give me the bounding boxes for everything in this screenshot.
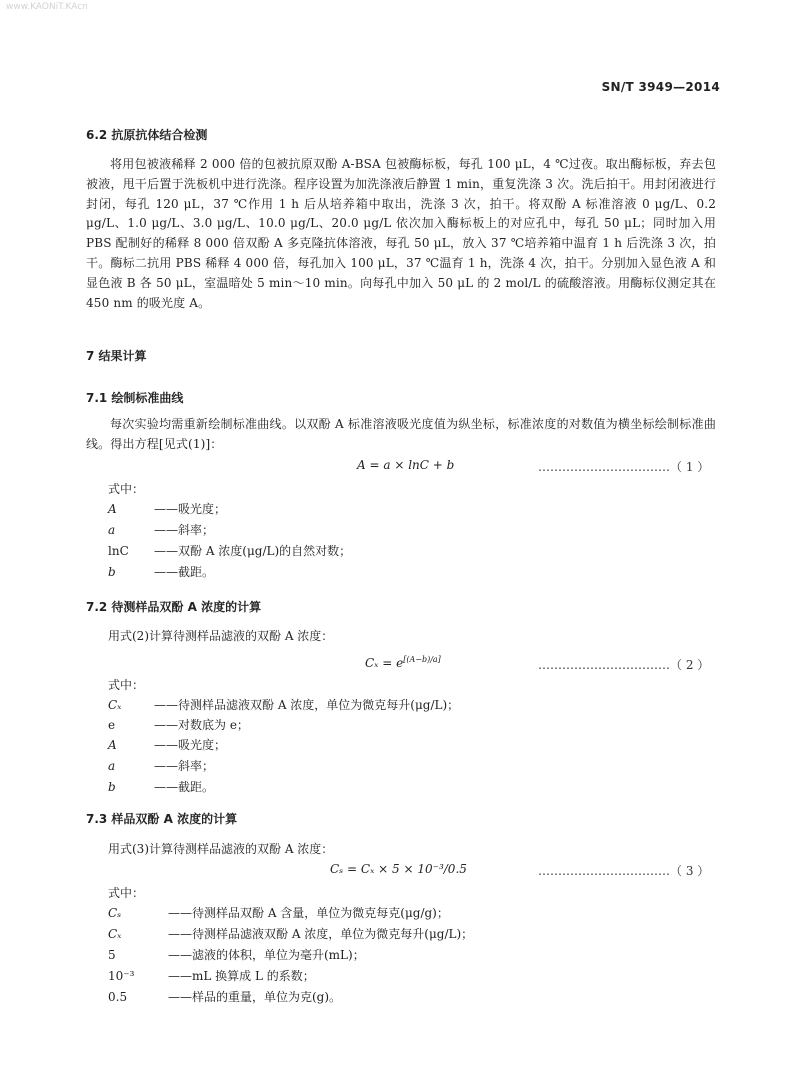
term-row [108,696,459,715]
term-row [108,778,214,797]
term-row [108,736,226,755]
term-row [108,946,365,965]
term-row [108,925,473,944]
section-7-title: 7 结果计算 [86,349,147,363]
term-description: ——截距。 [154,565,215,579]
section-6-2-body: 将用包被液稀释 2 000 倍的包被抗原双酚 A-BSA 包被酶标板，每孔 100 μL，4 ℃过夜。取出酶标板，弃去包被液，甩干后置于洗板机中进行洗涤。程序设置为加洗涤液后静置 1 min，重复洗涤 3 次。洗后拍干。用封闭液进行封闭，每孔 120 μL，37 ℃作用 1 h 后从培养箱中取出，洗涤 3 次，拍干。将双酚 A 标准溶液 0 μg/L、0.2 μg/L、1.0 μg/L、3.0 μg/L、10.0 μg/L、20.0 μg/L 依次加入酶标板上的对应孔中，每孔 50 μL；同时加入用 PBS 配制好的稀释 8 000 倍双酚 A 多克隆抗体溶液，每孔 50 μL，放入 37 ℃培养箱中温育 1 h 后洗涤 3 次，拍干。酶标二抗用 PBS 稀释 4 000 倍，每孔加入 100 μL，37 ℃温育 1 h，洗涤 4 次，拍干。分别加入显色液 A 和显色液 B 各 50 μL，室温暗处 5 min～10 min。向每孔中加入 50 μL 的 2 mol/L 的硫酸溶液。用酶标仪测定其在 450 nm 的吸光度 A。 [86,157,716,310]
term-row [108,716,249,735]
term-symbol: A [108,502,117,516]
term-row [108,521,214,540]
section-6-2-title: 6.2 抗原抗体结合检测 [86,128,208,142]
term-description: ——样品的重量，单位为克(g)。 [168,990,342,1004]
term-row [108,500,226,519]
where-label-1: 式中： [108,482,145,496]
term-row [108,563,214,582]
section-7-3-body: 用式(3)计算待测样品滤液的双酚 A 浓度： [108,842,334,856]
term-row [108,757,214,776]
equation-2-exponent: [(A−b)/a] [403,655,441,664]
term-symbol: Cₛ [108,906,122,920]
equation-3-number: ……………………………（ 3 ） [538,864,710,878]
term-symbol: a [108,759,116,773]
term-row [108,988,341,1007]
section-7-1-body: 每次实验均需重新绘制标准曲线。以双酚 A 标准溶液吸光度值为纵坐标，标准浓度的对数值为横坐标绘制标准曲线。得出方程[见式(1)]： [86,417,716,451]
equation-2-base: Cₓ = e [365,656,404,670]
term-description: ——吸光度； [154,502,227,516]
term-symbol: Cₓ [108,698,122,712]
term-row [108,904,449,923]
term-description: ——对数底为 e； [154,718,249,732]
term-description: ——双酚 A 浓度(μg/L)的自然对数； [154,544,352,558]
term-description: ——斜率； [154,523,215,537]
term-description: ——待测样品双酚 A 含量，单位为微克每克(μg/g)； [168,906,449,920]
section-7-3-title: 7.3 样品双酚 A 浓度的计算 [86,812,238,826]
term-description: ——截距。 [154,780,215,794]
watermark-text: www.KAONiT.KAcn [6,2,88,12]
equation-2-number: ……………………………（ 2 ） [538,658,710,672]
term-symbol: Cₓ [108,927,122,941]
term-description: ——滤液的体积，单位为毫升(mL)； [168,948,365,962]
equation-1-number: ……………………………（ 1 ） [538,460,710,474]
term-symbol: A [108,738,117,752]
term-symbol: 10⁻³ [108,969,135,983]
term-symbol: 5 [108,948,116,962]
standard-number: SN/T 3949—2014 [601,80,720,94]
section-7-1-title: 7.1 绘制标准曲线 [86,391,184,405]
term-symbol: b [108,780,116,794]
term-symbol: a [108,523,116,537]
section-7-2-title: 7.2 待测样品双酚 A 浓度的计算 [86,600,262,614]
term-description: ——mL 换算成 L 的系数； [168,969,315,983]
equation-3: Cₛ = Cₓ × 5 × 10⁻³/0.5 [330,862,467,876]
term-description: ——吸光度； [154,738,227,752]
where-label-3: 式中： [108,886,145,900]
term-description: ——斜率； [154,759,215,773]
term-description: ——待测样品滤液双酚 A 浓度，单位为微克每升(μg/L)； [168,927,474,941]
term-description: ——待测样品滤液双酚 A 浓度，单位为微克每升(μg/L)； [154,698,460,712]
where-label-2: 式中： [108,678,145,692]
term-row [108,967,315,986]
term-symbol: e [108,718,116,732]
equation-2 [365,655,441,670]
term-row [108,542,351,561]
equation-1: A = a × lnC + b [357,458,455,472]
term-symbol: lnC [108,544,129,558]
term-symbol: b [108,565,116,579]
section-7-2-body: 用式(2)计算待测样品滤液的双酚 A 浓度： [108,629,334,643]
term-symbol: 0.5 [108,990,128,1004]
